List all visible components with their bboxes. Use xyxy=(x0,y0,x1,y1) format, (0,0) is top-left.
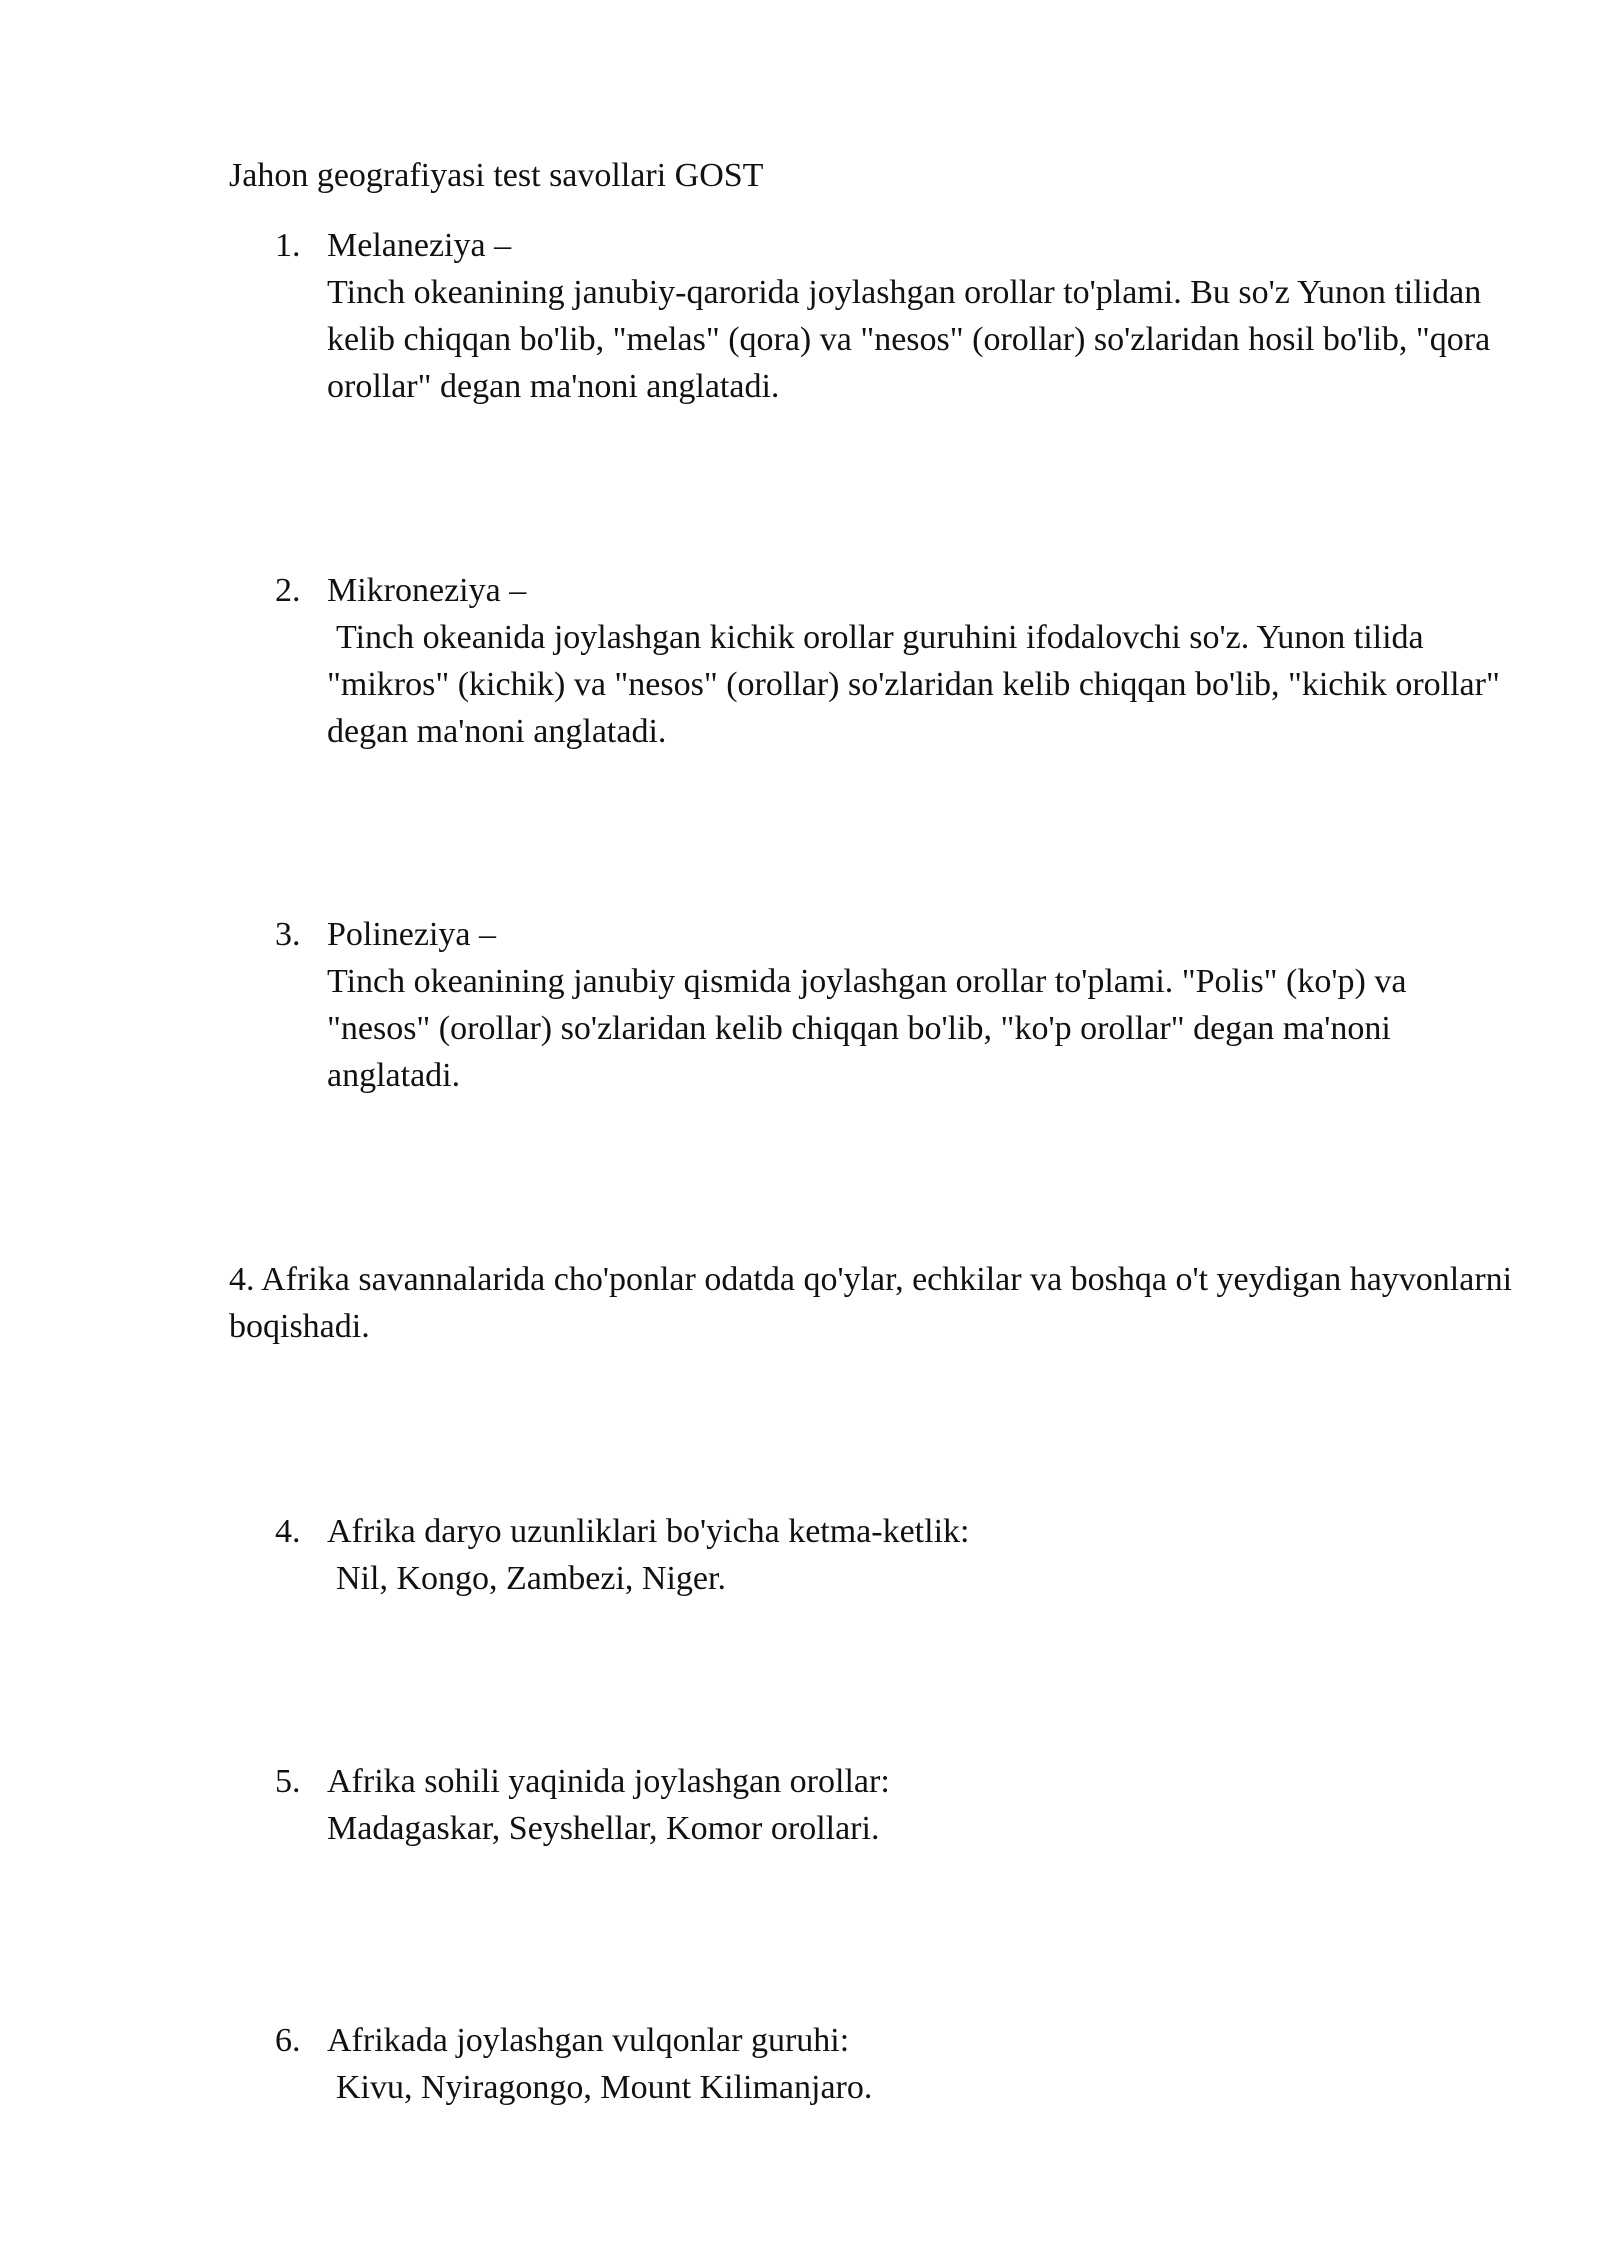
list-number: 6. xyxy=(275,2022,301,2059)
list-item-polineziya xyxy=(275,911,1505,1099)
list-item-rivers xyxy=(275,1508,1505,1602)
list-item-islands xyxy=(275,1758,1505,1852)
list-number: 2. xyxy=(275,572,301,609)
list-number: 5. xyxy=(275,1763,301,1800)
list-item-heading: Afrikada joylashgan vulqonlar guruhi: xyxy=(327,2022,850,2059)
list-item-volcanoes xyxy=(275,2017,1505,2111)
list-item-heading: Afrika daryo uzunliklari bo'yicha ketma-ketlik: xyxy=(327,1513,970,1550)
list-item-text: Nil, Kongo, Zambezi, Niger. xyxy=(336,1560,726,1597)
list-item-mikroneziya xyxy=(275,567,1505,755)
paragraph-savanna: 4. Afrika savannalarida cho'ponlar odatda qo'ylar, echkilar va boshqa o't yeydigan hayvonlarni boqishadi. xyxy=(229,1261,1513,1345)
list-item-text: Tinch okeanida joylashgan kichik orollar guruhini ifodalovchi so'z. Yunon tilida "mikros" (kichik) va "nesos" (orollar) so'zlaridan kelib chiqqan bo'lib, "kichik orollar" degan ma'noni anglatadi. xyxy=(327,619,1500,750)
list-item-melaneziya xyxy=(275,222,1505,410)
list-item-heading: Polineziya – xyxy=(327,916,497,953)
document-title: Jahon geografiyasi test savollari GOST xyxy=(229,157,764,194)
list-number: 3. xyxy=(275,916,301,953)
list-item-text: Madagaskar, Seyshellar, Komor orollari. xyxy=(327,1810,880,1847)
list-number: 1. xyxy=(275,227,301,264)
list-item-heading: Mikroneziya – xyxy=(327,572,527,609)
list-number: 4. xyxy=(275,1513,301,1550)
list-item-heading: Afrika sohili yaqinida joylashgan orollar: xyxy=(327,1763,890,1800)
list-item-heading: Melaneziya – xyxy=(327,227,512,264)
list-item-text: Kivu, Nyiragongo, Mount Kilimanjaro. xyxy=(336,2069,873,2106)
list-item-text: Tinch okeanining janubiy-qarorida joylashgan orollar to'plami. Bu so'z Yunon tilidan kelib chiqqan bo'lib, "melas" (qora) va "nesos" (orollar) so'zlaridan hosil bo'lib, "qora orollar" degan ma'noni anglatadi. xyxy=(327,274,1491,405)
list-item-text: Tinch okeanining janubiy qismida joylashgan orollar to'plami. "Polis" (ko'p) va "nesos" (orollar) so'zlaridan kelib chiqqan bo'lib, "ko'p orollar" degan ma'noni anglatadi. xyxy=(327,963,1407,1094)
